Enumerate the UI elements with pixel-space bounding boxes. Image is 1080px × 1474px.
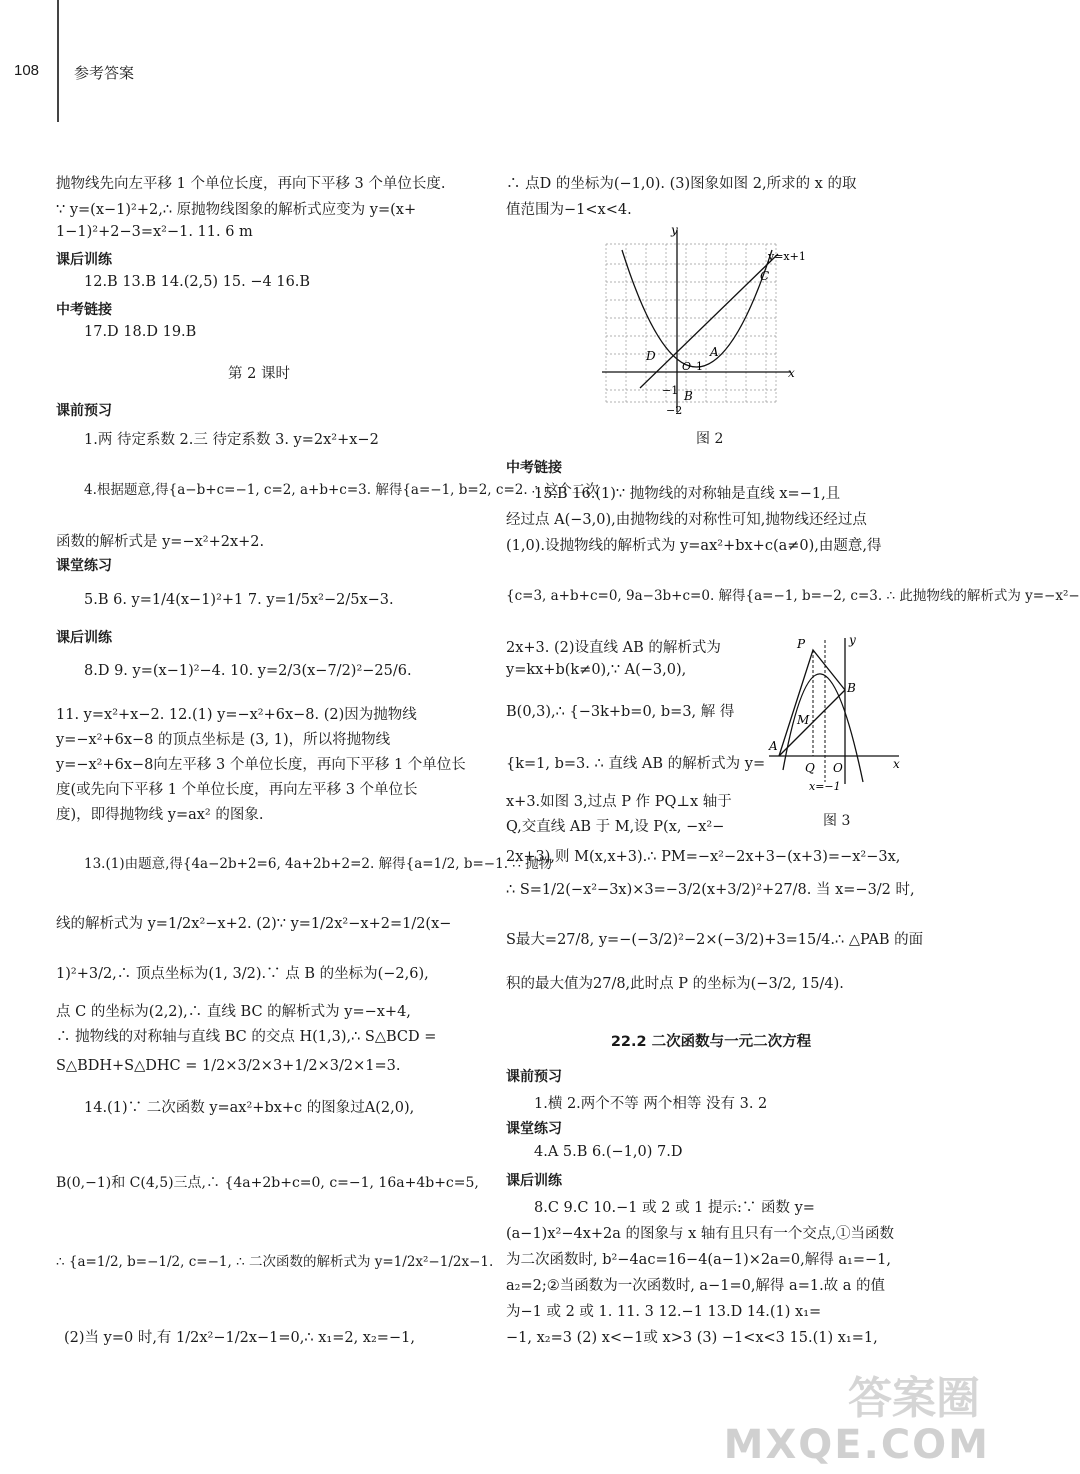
figure-3-graph [765, 632, 905, 792]
section-heading: 课堂练习 [506, 1121, 562, 1137]
figure-2-graph [600, 222, 820, 422]
text-line: ∴ S=1/2(−x²−3x)×3=−3/2(x+3/2)²+27/8. 当 x=−3/2 时, [506, 882, 915, 898]
text-line: 抛物线先向左平移 1 个单位长度，再向下平移 3 个单位长度. [56, 176, 446, 192]
section-heading: 课堂练习 [56, 558, 112, 574]
text-line: 积的最大值为27/8,此时点 P 的坐标为(−3/2, 15/4). [506, 976, 844, 992]
text-line: 函数的解析式是 y=−x²+2x+2. [56, 534, 265, 550]
x-label: x [893, 757, 900, 771]
point-p-label: P [797, 637, 806, 651]
text-line: S△BDH+S△DHC = 1/2×3/2×3+1/2×3/2×1=3. [56, 1058, 401, 1074]
text-line: ∴ {a=1/2, b=−1/2, c=−1, ∴ 二次函数的解析式为 y=1/2x²−1/2x−1. [56, 1254, 494, 1270]
section-heading: 中考链接 [56, 302, 112, 318]
answer-line: 5.B 6. y=1/4(x−1)²+1 7. y=1/5x²−2/5x−3. [84, 592, 394, 608]
tick-minus-two-label: −2 [666, 404, 683, 417]
text-line: (1,0).设抛物线的解析式为 y=ax²+bx+c(a≠0),由题意,得 [506, 538, 882, 554]
text-line: 8.C 9.C 10.−1 或 2 或 1 提示:∵ 函数 y= [534, 1200, 815, 1216]
text-line: a₂=2;②当函数为一次函数时, a−1=0,解得 a=1.故 a 的值 [506, 1278, 886, 1294]
lesson-title: 第 2 课时 [228, 366, 290, 382]
answer-line: 1.两 待定系数 2.三 待定系数 3. y=2x²+x−2 [84, 432, 379, 448]
symmetry-axis-label: x=−1 [809, 780, 841, 793]
text-line: 为二次函数时, b²−4ac=16−4(a−1)×2a=0,解得 a₁=−1, [506, 1252, 891, 1268]
text-line: y=kx+b(k≠0),∵ A(−3,0), [506, 662, 687, 678]
text-line: 13.(1)由题意,得{4a−2b+2=6, 4a+2b+2=2. 解得{a=1/2, b=−1. ∴ 抛物 [84, 856, 553, 872]
section-heading: 中考链接 [506, 460, 562, 476]
y-label: y [849, 633, 856, 647]
text-line: 点 C 的坐标为(2,2),∴ 直线 BC 的解析式为 y=−x+4, [56, 1004, 411, 1020]
point-b-label: B [847, 681, 856, 695]
watermark-logo: 答案圈 [848, 1373, 980, 1424]
line-y-x-plus-1 [640, 254, 778, 388]
text-line: 经过点 A(−3,0),由抛物线的对称性可知,抛物线还经过点 [506, 512, 867, 528]
line-equation-label: y=x+1 [768, 250, 806, 263]
text-line: 2x+3. (2)设直线 AB 的解析式为 [506, 640, 721, 656]
section-heading: 课后训练 [506, 1173, 562, 1189]
origin-label: O [833, 761, 843, 775]
point-a-label: A [710, 345, 719, 359]
text-line: 1−1)²+2−3=x²−1. 11. 6 m [56, 224, 253, 240]
text-line: 15.B 16.(1)∵ 抛物线的对称轴是直线 x=−1,且 [534, 486, 841, 502]
answer-line: 1.横 2.两个不等 两个相等 没有 3. 2 [534, 1096, 768, 1112]
header-rule [57, 0, 59, 122]
figure-2 [600, 222, 820, 452]
point-c-label: C [760, 269, 770, 283]
figure-3-caption: 图 3 [823, 813, 851, 829]
grid [606, 244, 776, 402]
text-line: y=−x²+6x−8 的顶点坐标是 (3, 1)，所以将抛物线 [56, 732, 391, 748]
text-line: B(0,−1)和 C(4,5)三点,∴ {4a+2b+c=0, c=−1, 16a+4b+c=5, [56, 1175, 479, 1191]
text-line: (2)当 y=0 时,有 1/2x²−1/2x−1=0,∴ x₁=2, x₂=−1, [64, 1330, 415, 1346]
text-line: Q,交直线 AB 于 M,设 P(x, −x²− [506, 819, 725, 835]
text-line: (a−1)x²−4x+2a 的图象与 x 轴有且只有一个交点,①当函数 [506, 1226, 895, 1242]
answer-line: 4.A 5.B 6.(−1,0) 7.D [534, 1144, 683, 1160]
y-label: y [671, 223, 678, 237]
text-line: {k=1, b=3. ∴ 直线 AB 的解析式为 y= [506, 756, 766, 772]
text-line: 1)²+3/2,∴ 顶点坐标为(1, 3/2).∵ 点 B 的坐标为(−2,6), [56, 966, 429, 982]
answer-line: 12.B 13.B 14.(2,5) 15. −4 16.B [84, 274, 311, 290]
text-line: B(0,3),∴ {−3k+b=0, b=3, 解 得 [506, 704, 735, 720]
text-line: 2x+3),则 M(x,x+3).∴ PM=−x²−2x+3−(x+3)=−x²−3x, [506, 849, 901, 865]
text-line: ∴ 点D 的坐标为(−1,0). (3)图象如图 2,所求的 x 的取 [506, 176, 857, 192]
text-line: ∴ 抛物线的对称轴与直线 BC 的交点 H(1,3),∴ S△BCD = [56, 1029, 437, 1045]
point-q-label: Q [805, 761, 815, 775]
text-line: 14.(1)∵ 二次函数 y=ax²+bx+c 的图象过A(2,0), [84, 1100, 415, 1116]
text-line: 4.根据题意,得{a−b+c=−1, c=2, a+b+c=3. 解得{a=−1, b=2, c=2. ∴ 这个二次 [84, 482, 599, 498]
x-label: x [788, 366, 795, 380]
text-line: 值范围为−1<x<4. [506, 202, 632, 218]
text-line: 11. y=x²+x−2. 12.(1) y=−x²+6x−8. (2)因为抛物线 [56, 707, 417, 723]
section-heading: 课前预习 [506, 1069, 562, 1085]
page-header-title: 参考答案 [74, 64, 135, 82]
text-line: x+3.如图 3,过点 P 作 PQ⊥x 轴于 [506, 794, 732, 810]
text-line: 度)，即得抛物线 y=ax² 的图象. [56, 807, 264, 823]
section-heading: 课后训练 [56, 252, 112, 268]
section-heading: 课前预习 [56, 403, 112, 419]
text-line: 为−1 或 2 或 1. 11. 3 12.−1 13.D 14.(1) x₁= [506, 1304, 822, 1320]
text-line: −1, x₂=3 (2) x<−1或 x>3 (3) −1<x<3 15.(1) x₁=1, [506, 1330, 878, 1346]
text-line: ∵ y=(x−1)²+2,∴ 原抛物线图象的解析式应变为 y=(x+ [56, 202, 417, 218]
text-line: 线的解析式为 y=1/2x²−x+2. (2)∵ y=1/2x²−x+2=1/2(x− [56, 916, 452, 932]
text-line: S最大=27/8, y=−(−3/2)²−2×(−3/2)+3=15/4.∴ △PAB 的面 [506, 932, 924, 948]
text-line: y=−x²+6x−8向左平移 3 个单位长度，再向下平移 1 个单位长 [56, 757, 466, 773]
tick-minus-one-label: −1 [662, 384, 679, 397]
section-title: 22.2 二次函数与一元二次方程 [610, 1034, 812, 1050]
text-line: {c=3, a+b+c=0, 9a−3b+c=0. 解得{a=−1, b=−2, c=3. ∴ 此抛物线的解析式为 y=−x²− [506, 588, 1080, 604]
answer-line: 8.D 9. y=(x−1)²−4. 10. y=2/3(x−7/2)²−25/6. [84, 663, 412, 679]
text-line: 度(或先向下平移 1 个单位长度，再向左平移 3 个单位长 [56, 782, 418, 798]
point-a-label: A [769, 739, 778, 753]
page-number: 108 [14, 62, 40, 79]
point-d-label: D [646, 349, 656, 363]
figure-3 [765, 632, 905, 832]
section-heading: 课后训练 [56, 630, 112, 646]
answer-line: 17.D 18.D 19.B [84, 324, 197, 340]
watermark-url: MXQE.COM [723, 1422, 990, 1468]
line-ab [779, 690, 845, 756]
origin-label: O [682, 360, 692, 373]
parabola [622, 250, 772, 367]
tick-one-label: 1 [696, 360, 703, 373]
figure-2-caption: 图 2 [696, 431, 724, 447]
point-b-label: B [684, 389, 693, 403]
point-m-label: M [797, 713, 810, 727]
